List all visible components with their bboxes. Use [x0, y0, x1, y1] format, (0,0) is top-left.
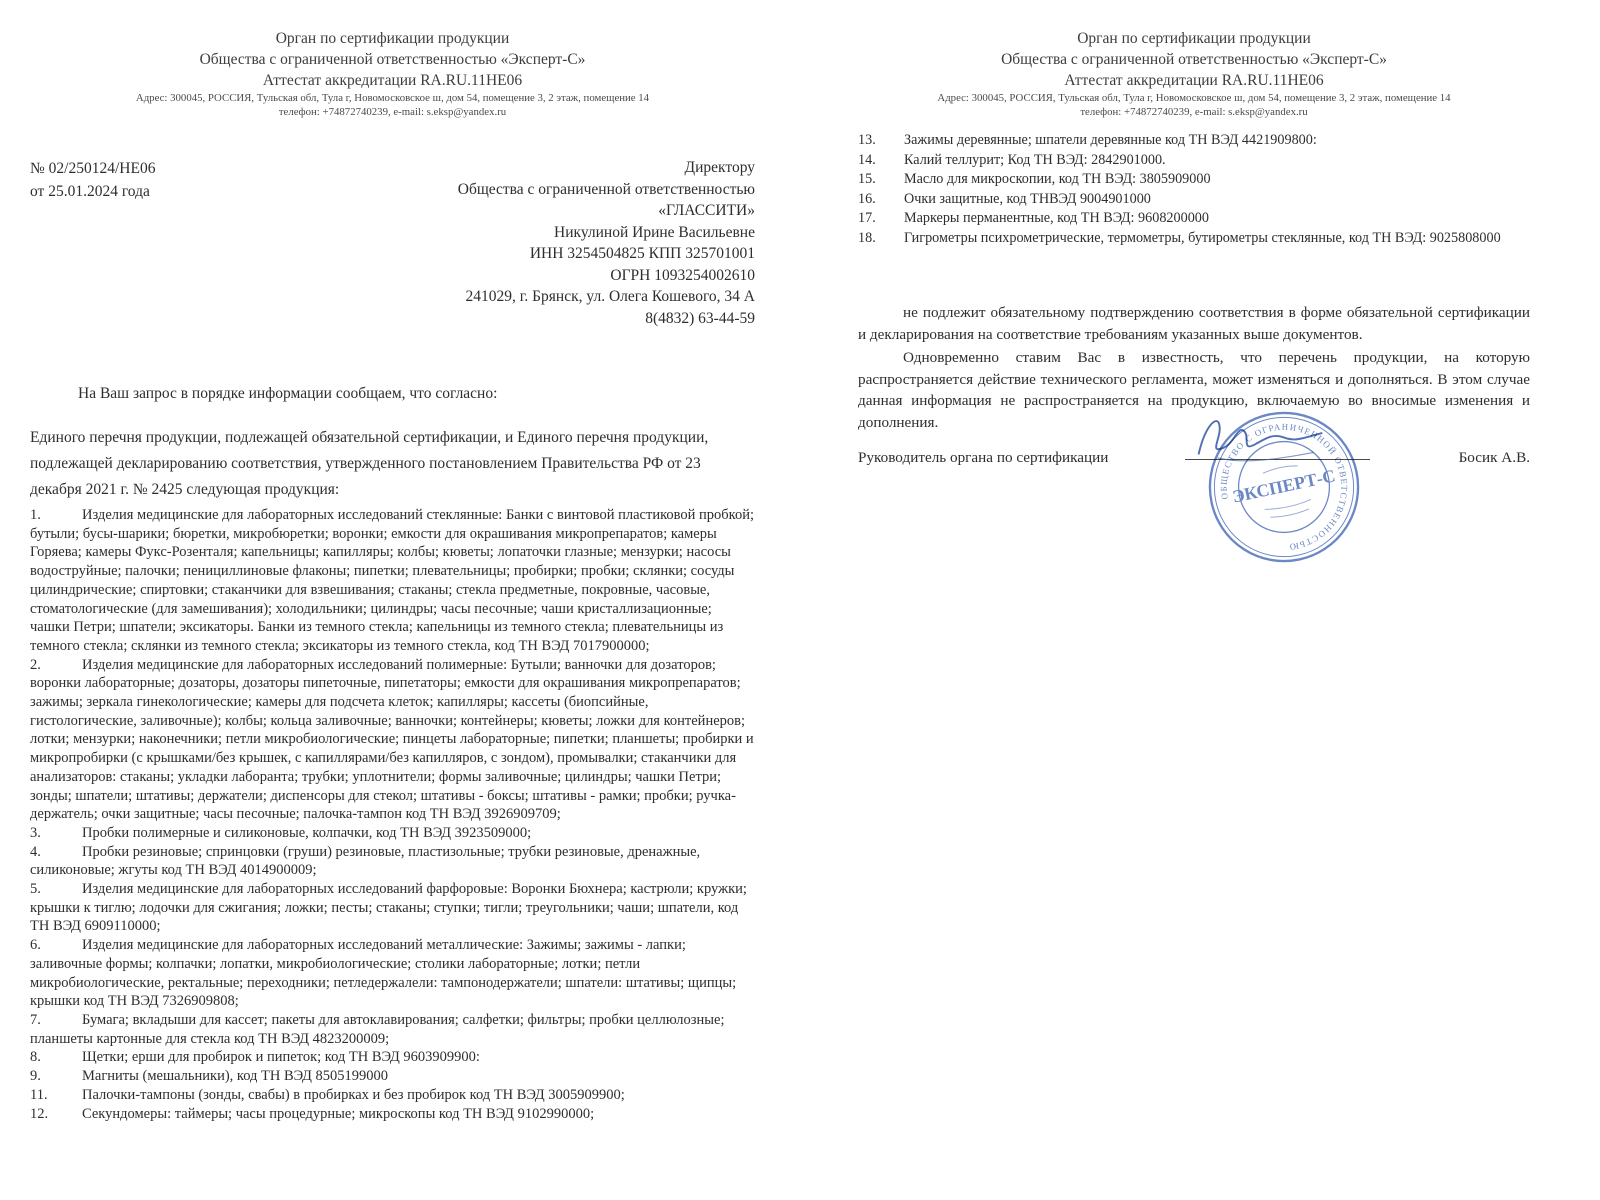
- item-text: Изделия медицинские для лабораторных исследований фарфоровые: Воронки Бюхнера; кастрюли; кружки; крышки к тиглю; лодочки для сжигания; ложки; песты; стаканы; ступки; тигли; треугольники; чаши; шпатели, код ТН ВЭД 6909110000;: [30, 881, 747, 935]
- list-item: [30, 506, 755, 656]
- page-2: [800, 0, 1600, 1200]
- item-text: Маркеры перманентные, код ТН ВЭД: 9608200000: [904, 210, 1209, 226]
- item-text: Магниты (мешальники), код ТН ВЭД 8505199000: [82, 1068, 389, 1085]
- addressee-line: ИНН 3254504825 КПП 325701001: [529, 245, 755, 262]
- product-list-page1: [30, 506, 755, 1123]
- list-item: [30, 1105, 755, 1124]
- reference-and-addressee: [30, 157, 755, 329]
- item-text: Изделия медицинские для лабораторных исследований металлические: Зажимы; зажимы - лапки; заливочные формы; колпачки; лопатки, микробиологические; столики лабораторные; лотки; петли микробиологические, ректальные; переходники; петледержалели: тампонодержатели; шпатели: штативы; щипцы; крышки код ТН ВЭД 7326909808;: [30, 937, 737, 1010]
- org-header: [30, 28, 755, 119]
- item-number: 12.: [30, 1105, 49, 1122]
- addressee-line: «ГЛАССИТИ»: [658, 202, 755, 219]
- item-number: 4.: [30, 843, 41, 860]
- signer-name: Босик А.В.: [1458, 449, 1530, 466]
- stamp-center-text: ЭКСПЕРТ-С: [1230, 465, 1338, 507]
- list-item: [30, 1011, 755, 1048]
- body-paragraph: Одновременно ставим Вас в известность, что перечень продукции, на которую распространяется действие технического регламента, может изменяться и дополняться. В этом случае данная информация не распространяется на продукцию, включаемую во вносимые изменения и дополнения.: [858, 349, 1530, 431]
- item-text: Изделия медицинские для лабораторных исследований полимерные: Бутыли; ванночки для дозаторов; воронки лабораторные; дозаторы, дозаторы пипеточные, пипетаторы; емкости для окрашивания микропрепаратов; зажимы; зеркала гинекологические; камеры для подсчета клеток; капилляры; кассеты (биопсийные, гистологические, заливочные); колбы; кольца заливочные; ванночки; контейнеры; кюветы; ложки для контейнеров; лотки; мензурки; наконечники; петли микробиологические; пинцеты лабораторные; пипетки; планшеты; пробирки и микропробирки (с крышками/без крышек, с капиллярами/без капилляров, с зондом), промывалки; стаканчики для анализаторов: стаканы; укладки лаборанта; трубки; уплотнители; формы заливочные; цилиндры; чашки Петри; зонды; шпатели; штативы; держатели; диспенсоры для стекол; штативы - боксы; штативы - рамки; пробки; ручка-держатель; очки защитные; часы песочные; палочка-тампон код ТН ВЭД 3926909709;: [30, 656, 754, 823]
- signer-title: Руководитель органа по сертификации: [858, 449, 1109, 466]
- lead-paragraph: Единого перечня продукции, подлежащей обязательной сертификации, и Единого перечня продукции, подлежащей декларированию соответствия, утвержденного постановлением Правительства РФ от 23 декабря 2021 г. № 2425 следующая продукция:: [30, 429, 709, 498]
- addressee-line: Общества с ограниченной ответственностью: [457, 180, 755, 198]
- item-number: 7.: [30, 1011, 41, 1028]
- item-text: Зажимы деревянные; шпатели деревянные код ТН ВЭД 4421909800:: [904, 132, 1317, 148]
- org-address: Адрес: 300045, РОССИЯ, Тульская обл, Тула г, Новомосковское ш, дом 54, помещение 3, 2 этаж, помещение 14: [937, 92, 1451, 104]
- list-item: [30, 843, 755, 880]
- list-item: [858, 209, 1530, 229]
- org-header-line: Общества с ограниченной ответственностью «Эксперт-С»: [1001, 51, 1387, 68]
- product-list-page2: [858, 131, 1530, 248]
- item-text: Щетки; ерши для пробирок и пипеток; код ТН ВЭД 9603909900:: [82, 1049, 480, 1066]
- item-text: Очки защитные, код ТНВЭД 9004901000: [904, 190, 1151, 207]
- doc-reference: [30, 157, 155, 203]
- org-contact: телефон: +74872740239, e-mail: s.eksp@yandex.ru: [278, 106, 507, 118]
- item-text: Калий теллурит; Код ТН ВЭД: 2842901000.: [904, 151, 1166, 168]
- addressee-line: 241029, г. Брянск, ул. Олега Кошевого, 34 А: [465, 288, 755, 305]
- list-item: [30, 880, 755, 936]
- body-paragraph: не подлежит обязательному подтверждению соответствия в форме обязательной сертификации и декларирования на соответствие требованиям указанных выше документов.: [858, 304, 1530, 343]
- item-text: Бумага; вкладыши для кассет; пакеты для автоклавирования; салфетки; фильтры; пробки целлюлозные; планшеты картонные для стекла код ТН ВЭД 4823200009;: [30, 1011, 725, 1047]
- item-number: 15.: [858, 171, 876, 187]
- item-number: 9.: [30, 1068, 41, 1085]
- item-text: Пробки полимерные и силиконовые, колпачки, код ТН ВЭД 3923509000;: [82, 824, 532, 841]
- addressee-line: ОГРН 1093254002610: [610, 266, 755, 284]
- item-text: Секундомеры: таймеры; часы процедурные; микроскопы код ТН ВЭД 9102990000;: [82, 1105, 595, 1122]
- org-header-line: Орган по сертификации продукции: [275, 30, 510, 47]
- item-number: 6.: [30, 937, 41, 954]
- list-item: [30, 824, 755, 843]
- org-address: Адрес: 300045, РОССИЯ, Тульская обл, Тула г, Новомосковское ш, дом 54, помещение 3, 2 этаж, помещение 14: [135, 92, 650, 104]
- item-number: 16.: [858, 190, 876, 207]
- accreditation-line: Аттестат аккредитации RA.RU.11НЕ06: [1064, 72, 1324, 89]
- org-contact: телефон: +74872740239, e-mail: s.eksp@yandex.ru: [1080, 106, 1308, 118]
- item-number: 3.: [30, 824, 41, 841]
- list-item: [30, 1067, 755, 1086]
- item-number: 8.: [30, 1049, 41, 1066]
- item-text: Палочки-тампоны (зонды, свабы) в пробирках и без пробирок код ТН ВЭД 3005909900;: [82, 1086, 625, 1103]
- doc-number: № 02/250124/НЕ06: [30, 160, 156, 177]
- addressee-block: [458, 157, 755, 329]
- doc-date: от 25.01.2024 года: [30, 183, 150, 200]
- accreditation-line: Аттестат аккредитации RA.RU.11НЕ06: [262, 72, 523, 89]
- addressee-line: Никулиной Ирине Васильевне: [554, 223, 755, 241]
- company-stamp: [1190, 393, 1377, 580]
- org-header: [858, 28, 1530, 119]
- item-number: 17.: [858, 210, 876, 226]
- intro-paragraph: На Ваш запрос в порядке информации сообщаем, что согласно:: [78, 385, 498, 402]
- addressee-line: 8(4832) 63-44-59: [645, 309, 755, 327]
- list-item: [30, 936, 755, 1011]
- addressee-line: Директору: [684, 159, 755, 176]
- list-item: [858, 170, 1530, 190]
- item-text: Масло для микроскопии, код ТН ВЭД: 3805909000: [904, 171, 1211, 187]
- item-number: 2.: [30, 656, 41, 673]
- list-item: [858, 190, 1530, 210]
- item-number: 13.: [858, 132, 876, 148]
- item-number: 14.: [858, 151, 876, 168]
- item-number: 1.: [30, 507, 41, 523]
- item-text: Изделия медицинские для лабораторных исследований стеклянные: Банки с винтовой пластиковой пробкой; бутыли; бусы-шарики; бюретки, микробюретки; воронки; емкости для окрашивания микропрепаратов; камеры Горяева; камеры Фукс-Розенталя; капельницы; капилляры; колбы; кюветы; лопаточки глазные; мензурки; насосы водоструйные; палочки; пенициллиновые флаконы; пипетки; плевательницы; пробирки; пробки; склянки; сосуды цилиндрические; спиртовки; стаканчики для взвешивания; стаканы; стекла предметные, покровные, часовые, стоматологические (для замешивания); холодильники; цилиндры; часы песочные; чаши кристаллизационные; чашки Петри; шпатели; эксикаторы. Банки из темного стекла; капельницы из темного стекла; плевательницы из темного стекла; склянки из темного стекла; эксикаторы из темного стекла, код ТН ВЭД 7017900000;: [30, 507, 755, 654]
- list-item: [30, 656, 755, 824]
- list-item: [30, 1048, 755, 1067]
- list-item: [858, 131, 1530, 151]
- item-text: Гигрометры психрометрические, термометры, бутирометры стеклянные, код ТН ВЭД: 9025808000: [904, 229, 1501, 246]
- list-item: [30, 1086, 755, 1105]
- list-item: [858, 229, 1530, 249]
- item-number: 18.: [858, 229, 876, 246]
- list-item: [858, 151, 1530, 171]
- org-header-line: Орган по сертификации продукции: [1077, 30, 1311, 47]
- stamp-ring-text: ОБЩЕСТВО С ОГРАНИЧЕННОЙ ОТВЕТСТВЕННОСТЬЮ: [1218, 421, 1350, 553]
- item-number: 5.: [30, 881, 41, 898]
- item-number: 11.: [30, 1086, 48, 1103]
- org-header-line: Общества с ограниченной ответственностью «Эксперт-С»: [199, 51, 586, 68]
- item-text: Пробки резиновые; спринцовки (груши) резиновые, пластизольные; трубки резиновые, дренажные, силиконовые; жгуты код ТН ВЭД 4014900009;: [30, 843, 701, 879]
